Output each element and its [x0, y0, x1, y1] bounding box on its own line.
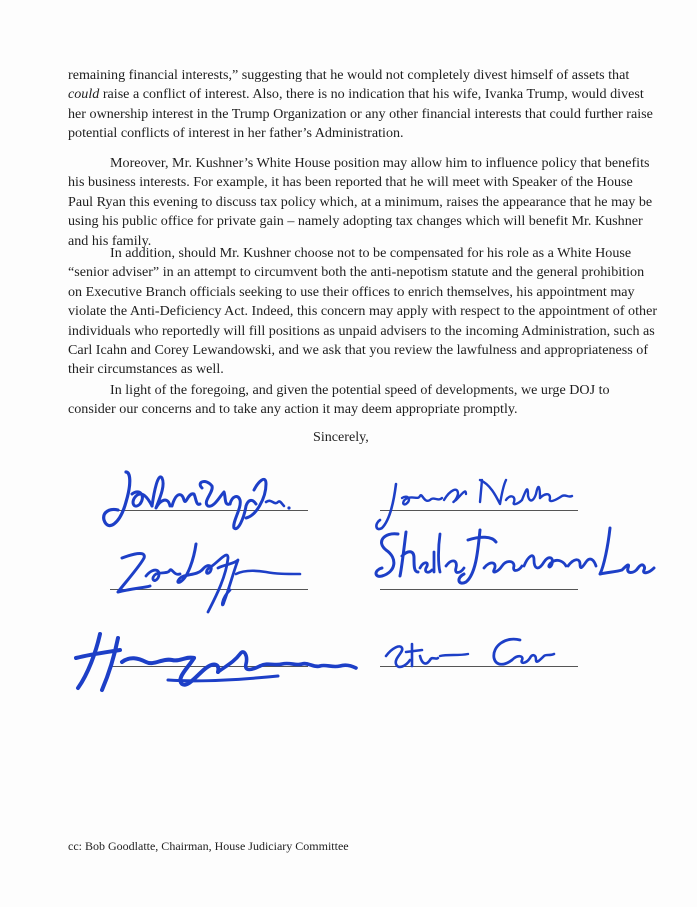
paragraph-4: In light of the foregoing, and given the potential speed of developments, we urge DOJ to consider our concerns and to take any action it may deem appropriate promptly. [68, 382, 610, 418]
paragraph-1-text-a: remaining financial interests,” suggesting that he would not completely divest himself of assets that [68, 67, 630, 83]
paragraph-1-emphasis: could [68, 86, 100, 103]
cc-line: cc: Bob Goodlatte, Chairman, House Judiciary Committee [68, 839, 349, 853]
signature-johnson [68, 628, 358, 703]
cc-block [68, 838, 658, 854]
paragraph-3: In addition, should Mr. Kushner choose not to be compensated for his role as a White House “senior adviser” in an attempt to circumvent both the anti-nepotism statute and the general prohibition on Executive Branch officials seeking to use their offices to enrich themselves, his appointment may violate the Anti-Deficiency Act. Indeed, this concern may apply with respect to the appointment of other individuals who reportedly will fill positions as unpaid advisers to the incoming Administration, such as Carl Icahn and Corey Lewandowski, and we ask that you review the lawfulness and appropriateness of their circumstances as well. [68, 245, 658, 378]
signature-lofgren [104, 530, 304, 625]
paragraph-2: Moreover, Mr. Kushner’s White House position may allow him to influence policy that benefits his business interests. For example, it has been reported that he will meet with Speaker of the House Paul Ryan this evening to discuss tax policy which, at a minimum, raises the appearance that he may be using his public office for private gain – namely adopting tax changes which will benefit Mr. Kushner and his family. [68, 155, 653, 249]
closing: Sincerely, [313, 429, 369, 445]
signature-cohen [380, 630, 560, 685]
paragraph-1-text-b: raise a conflict of interest. Also, there is no indication that his wife, Ivanka Trump, would divest her ownership interest in the Trump Organization or any other financial interests that could further raise potential conflicts of interest in her father’s Administration. [68, 86, 653, 142]
signature-jackson-lee [368, 522, 658, 607]
